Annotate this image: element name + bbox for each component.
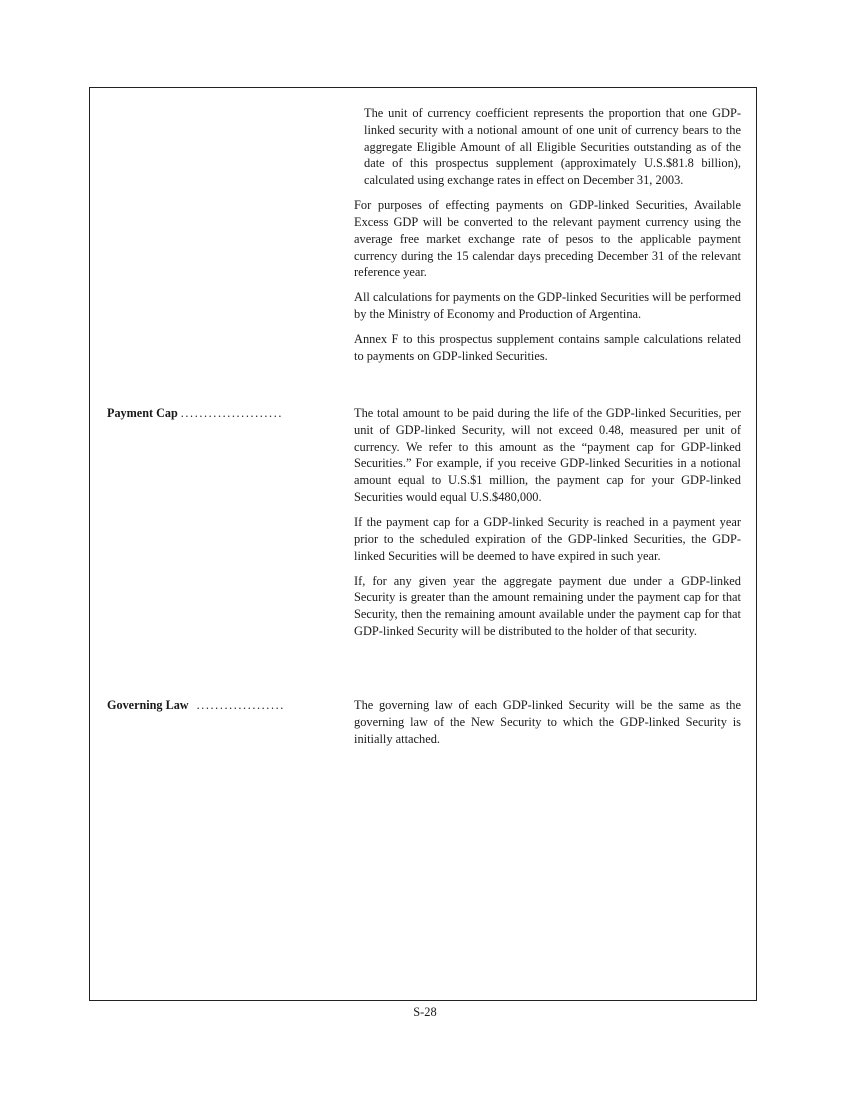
payment-cap-paragraph-2: If the payment cap for a GDP-linked Security is reached in a payment year prior to the scheduled expiration of the GDP-linked Securities, the GDP-linked Securities will be deemed to have expired in such year.	[354, 514, 741, 563]
payment-cap-label-text: Payment Cap	[107, 406, 178, 420]
governing-law-label-text: Governing Law	[107, 698, 189, 712]
payment-cap-paragraph-3: If, for any given year the aggregate payment due under a GDP-linked Security is greater than the amount remaining under the payment cap for that Security, then the remaining amount available under the payment cap for that GDP-linked Security will be distributed to the holder of that security.	[354, 573, 741, 638]
governing-law-label	[107, 697, 339, 714]
payment-cap-paragraph-1: The total amount to be paid during the life of the GDP-linked Securities, per unit of GDP-linked Security, will not exceed 0.48, measured per unit of currency. We refer to this amount as the “payment cap for GDP-linked Securities.” For example, if you receive GDP-linked Securities in a notional amount equal to U.S.$1 million, the payment cap for your GDP-linked Securities would equal U.S.$480,000.	[354, 406, 741, 504]
calculations-paragraph: All calculations for payments on the GDP-linked Securities will be performed by the Ministry of Economy and Production of Argentina.	[354, 290, 741, 322]
governing-law-body	[354, 697, 741, 756]
governing-law-leader-dots: ...................	[196, 698, 285, 712]
conversion-paragraph: For purposes of effecting payments on GDP-linked Securities, Available Excess GDP will be converted to the relevant payment currency using the average free market exchange rate of pesos to the applicable payment currency during the 15 calendar days preceding December 31 of the relevant reference year.	[354, 198, 741, 280]
page-number: S-28	[413, 1005, 437, 1019]
payment-cap-label	[107, 405, 339, 422]
annex-paragraph: Annex F to this prospectus supplement contains sample calculations related to payments on GDP-linked Securities.	[354, 332, 741, 363]
page-frame	[89, 87, 757, 1001]
payment-cap-leader-dots: ......................	[180, 406, 283, 420]
governing-law-paragraph: The governing law of each GDP-linked Security will be the same as the governing law of the New Security to which the GDP-linked Security is initially attached.	[354, 698, 741, 746]
payment-cap-body	[354, 405, 741, 648]
unit-coefficient-paragraph: The unit of currency coefficient represents the proportion that one GDP-linked security with a notional amount of one unit of currency bears to the aggregate Eligible Amount of all Eligible Securities outstanding as of the date of this prospectus supplement (approximately U.S.$81.8 billion), calculated using exchange rates in effect on December 31, 2003.	[364, 106, 741, 188]
intro-body	[354, 105, 741, 373]
